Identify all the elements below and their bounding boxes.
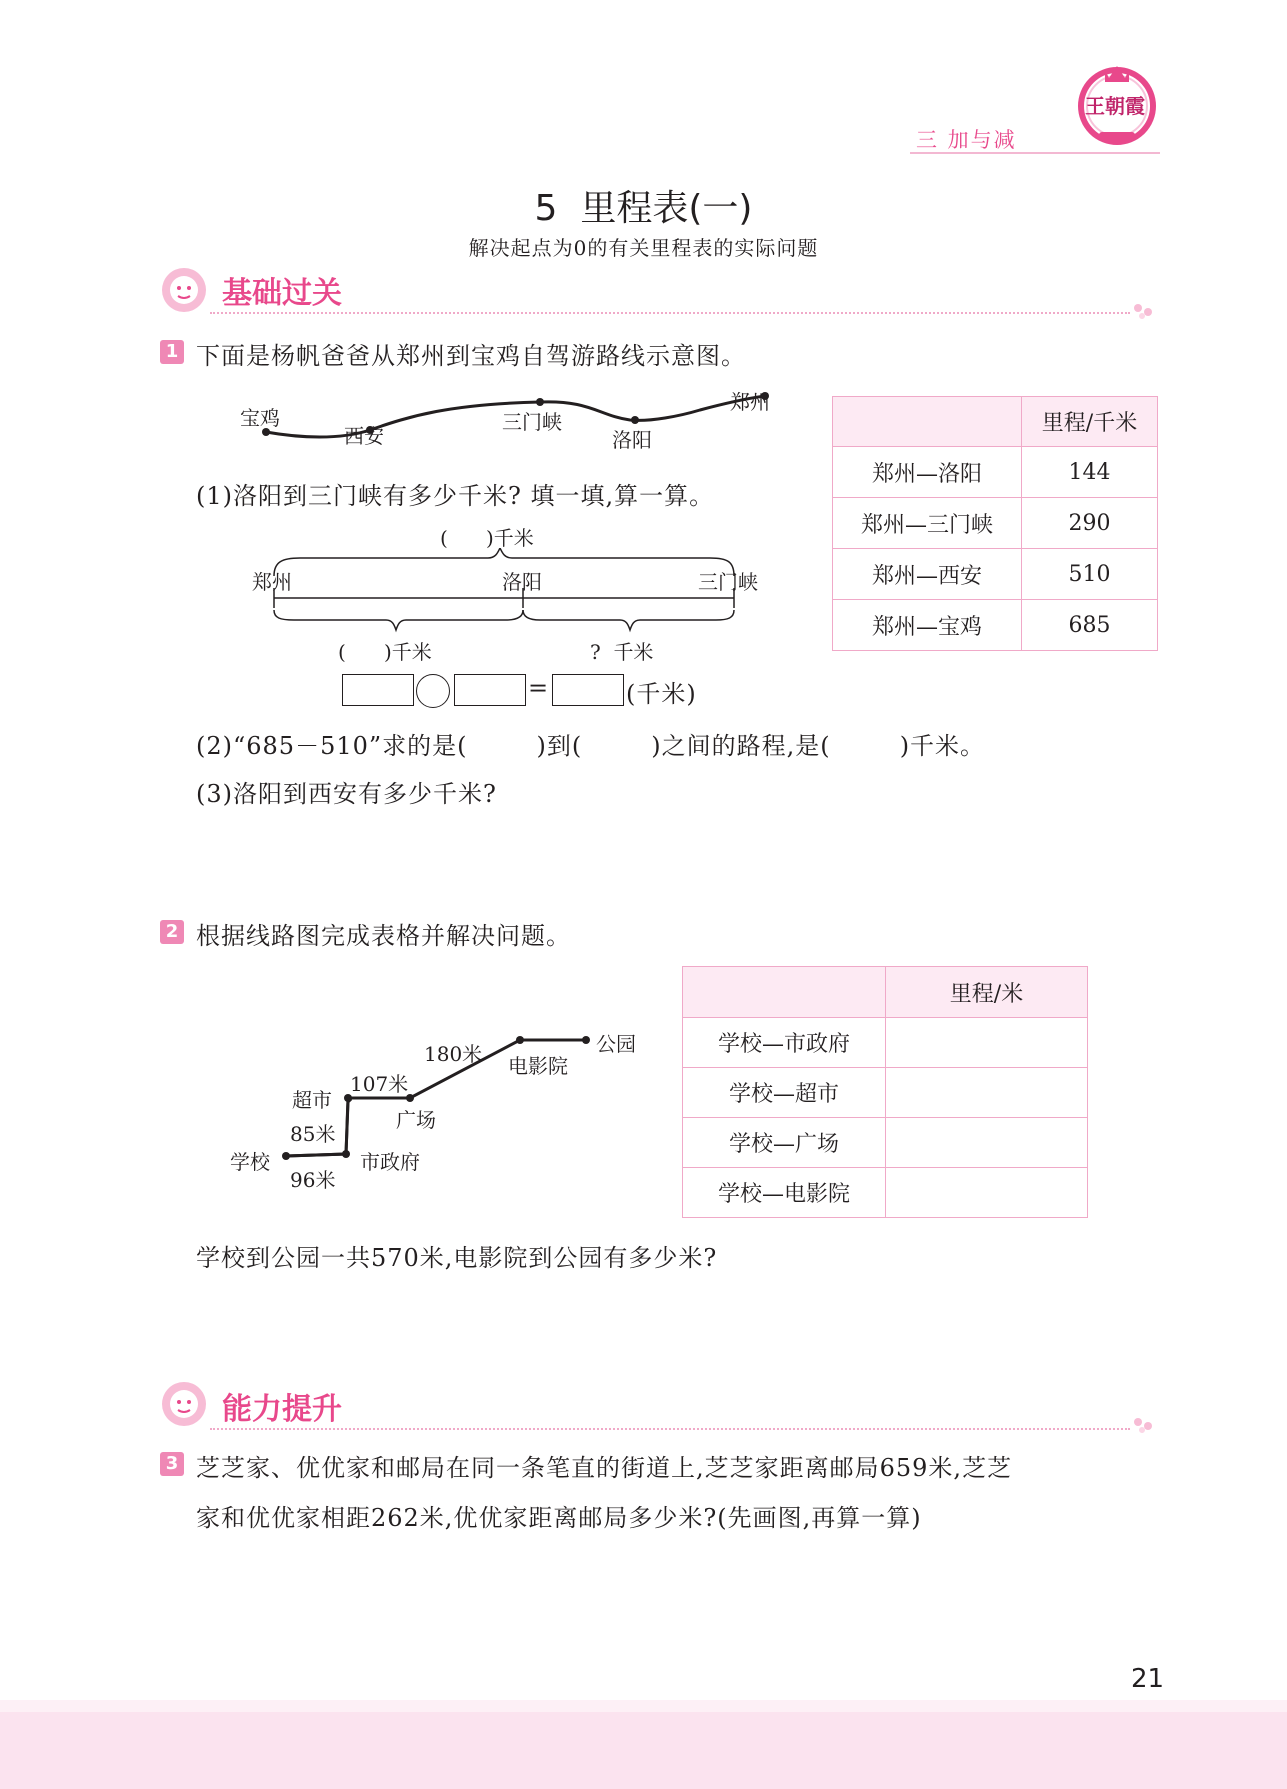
unit-label: (千米) [626,680,697,708]
map-label-85m: 85米 [290,1122,336,1146]
table-cell-route: 郑州—宝鸡 [833,600,1022,651]
table-row [683,1118,1088,1168]
table-header-cell [833,397,1022,447]
table-cell-value: 510 [1022,549,1158,600]
table-cell-route: 学校—超市 [683,1068,886,1118]
dots-decoration-icon [1132,1414,1156,1438]
map-label-180m: 180米 [424,1042,483,1066]
map-label-96m: 96米 [290,1168,336,1192]
answer-box-3[interactable] [552,674,624,706]
table-cell-input[interactable] [886,1118,1088,1168]
section-title-advanced: 能力提升 [222,1392,342,1427]
question-2-text: 根据线路图完成表格并解决问题。 [196,922,571,950]
table-row [683,1018,1088,1068]
page-number: 21 [1131,1664,1165,1694]
map-label-city-hall: 市政府 [360,1150,420,1174]
map-label-107m: 107米 [350,1072,409,1096]
section-divider [210,1428,1130,1430]
map-label-park: 公园 [596,1032,636,1056]
question-3-line2: 家和优优家相距262米,优优家距离邮局多少米?(先画图,再算一算) [196,1504,922,1532]
mileage-table-2 [682,966,1088,1218]
section-title-basic: 基础过关 [222,276,342,311]
question-number-3: 3 [160,1452,184,1476]
page-subtitle: 解决起点为0的有关里程表的实际问题 [468,236,819,260]
diagram-top-label: ( )千米 [440,526,534,550]
table-cell-value: 685 [1022,600,1158,651]
chapter-underline [910,152,1160,154]
table-row [833,600,1158,651]
table-cell-route: 学校—广场 [683,1118,886,1168]
answer-box-2[interactable] [454,674,526,706]
question-1-text: 下面是杨帆爸爸从郑州到宝鸡自驾游路线示意图。 [196,342,746,370]
question-2-problem: 学校到公园一共570米,电影院到公园有多少米? [196,1244,718,1272]
section-divider [210,312,1130,314]
section-mascot-icon [158,1380,210,1432]
table-cell-input[interactable] [886,1168,1088,1218]
route-label-xian: 西安 [344,424,384,448]
mileage-table-1 [832,396,1158,651]
question-number-1: 1 [160,340,184,364]
table-cell-input[interactable] [886,1068,1088,1118]
operator-circle[interactable] [416,674,450,708]
map-label-square: 广场 [396,1108,436,1132]
route-label-sanmenxia: 三门峡 [502,410,562,434]
table-cell-value: 290 [1022,498,1158,549]
brand-logo-text: 王朝霞 [1085,94,1145,118]
equals-sign: = [528,674,550,702]
chapter-label: 三 加与减 [916,128,1017,152]
q1-sub2-text: (2)“685－510”求的是( )到( )之间的路程,是( )千米。 [196,732,986,760]
table-row [833,447,1158,498]
footer-band [0,1712,1287,1789]
map-label-cinema: 电影院 [508,1054,568,1078]
diagram-station-sanmenxia: 三门峡 [698,570,758,594]
table-row [683,1168,1088,1218]
dots-decoration-icon [1132,300,1156,324]
question-number-2: 2 [160,920,184,944]
diagram-station-luoyang: 洛阳 [502,570,542,594]
map-label-school: 学校 [230,1150,270,1174]
diagram-bottom-right-label: ? 千米 [590,640,654,664]
map-label-supermarket: 超市 [292,1088,332,1112]
table-cell-route: 郑州—西安 [833,549,1022,600]
route-label-baoji: 宝鸡 [240,406,280,430]
table-row [833,549,1158,600]
table-header-cell [683,967,886,1018]
table-cell-value: 144 [1022,447,1158,498]
table-cell-route: 郑州—三门峡 [833,498,1022,549]
brand-logo [1075,62,1159,146]
route-label-luoyang: 洛阳 [612,428,652,452]
section-mascot-icon [158,266,210,318]
q1-sub3-text: (3)洛阳到西安有多少千米? [196,780,497,808]
diagram-station-zhengzhou: 郑州 [252,570,292,594]
answer-box-1[interactable] [342,674,414,706]
table-cell-route: 郑州—洛阳 [833,447,1022,498]
q1-sub1-text: (1)洛阳到三门峡有多少千米? 填一填,算一算。 [196,482,715,510]
table-cell-route: 学校—电影院 [683,1168,886,1218]
table-row [683,1068,1088,1118]
route-label-zhengzhou: 郑州 [730,390,770,414]
table-header-cell: 里程/米 [886,967,1088,1018]
diagram-bottom-left-label: ( )千米 [338,640,432,664]
table-header-cell: 里程/千米 [1022,397,1158,447]
table-cell-route: 学校—市政府 [683,1018,886,1068]
page-title: 5 里程表(一) [534,188,753,229]
table-row [833,498,1158,549]
table-cell-input[interactable] [886,1018,1088,1068]
question-3-line1: 芝芝家、优优家和邮局在同一条笔直的街道上,芝芝家距离邮局659米,芝芝 [196,1454,1013,1482]
